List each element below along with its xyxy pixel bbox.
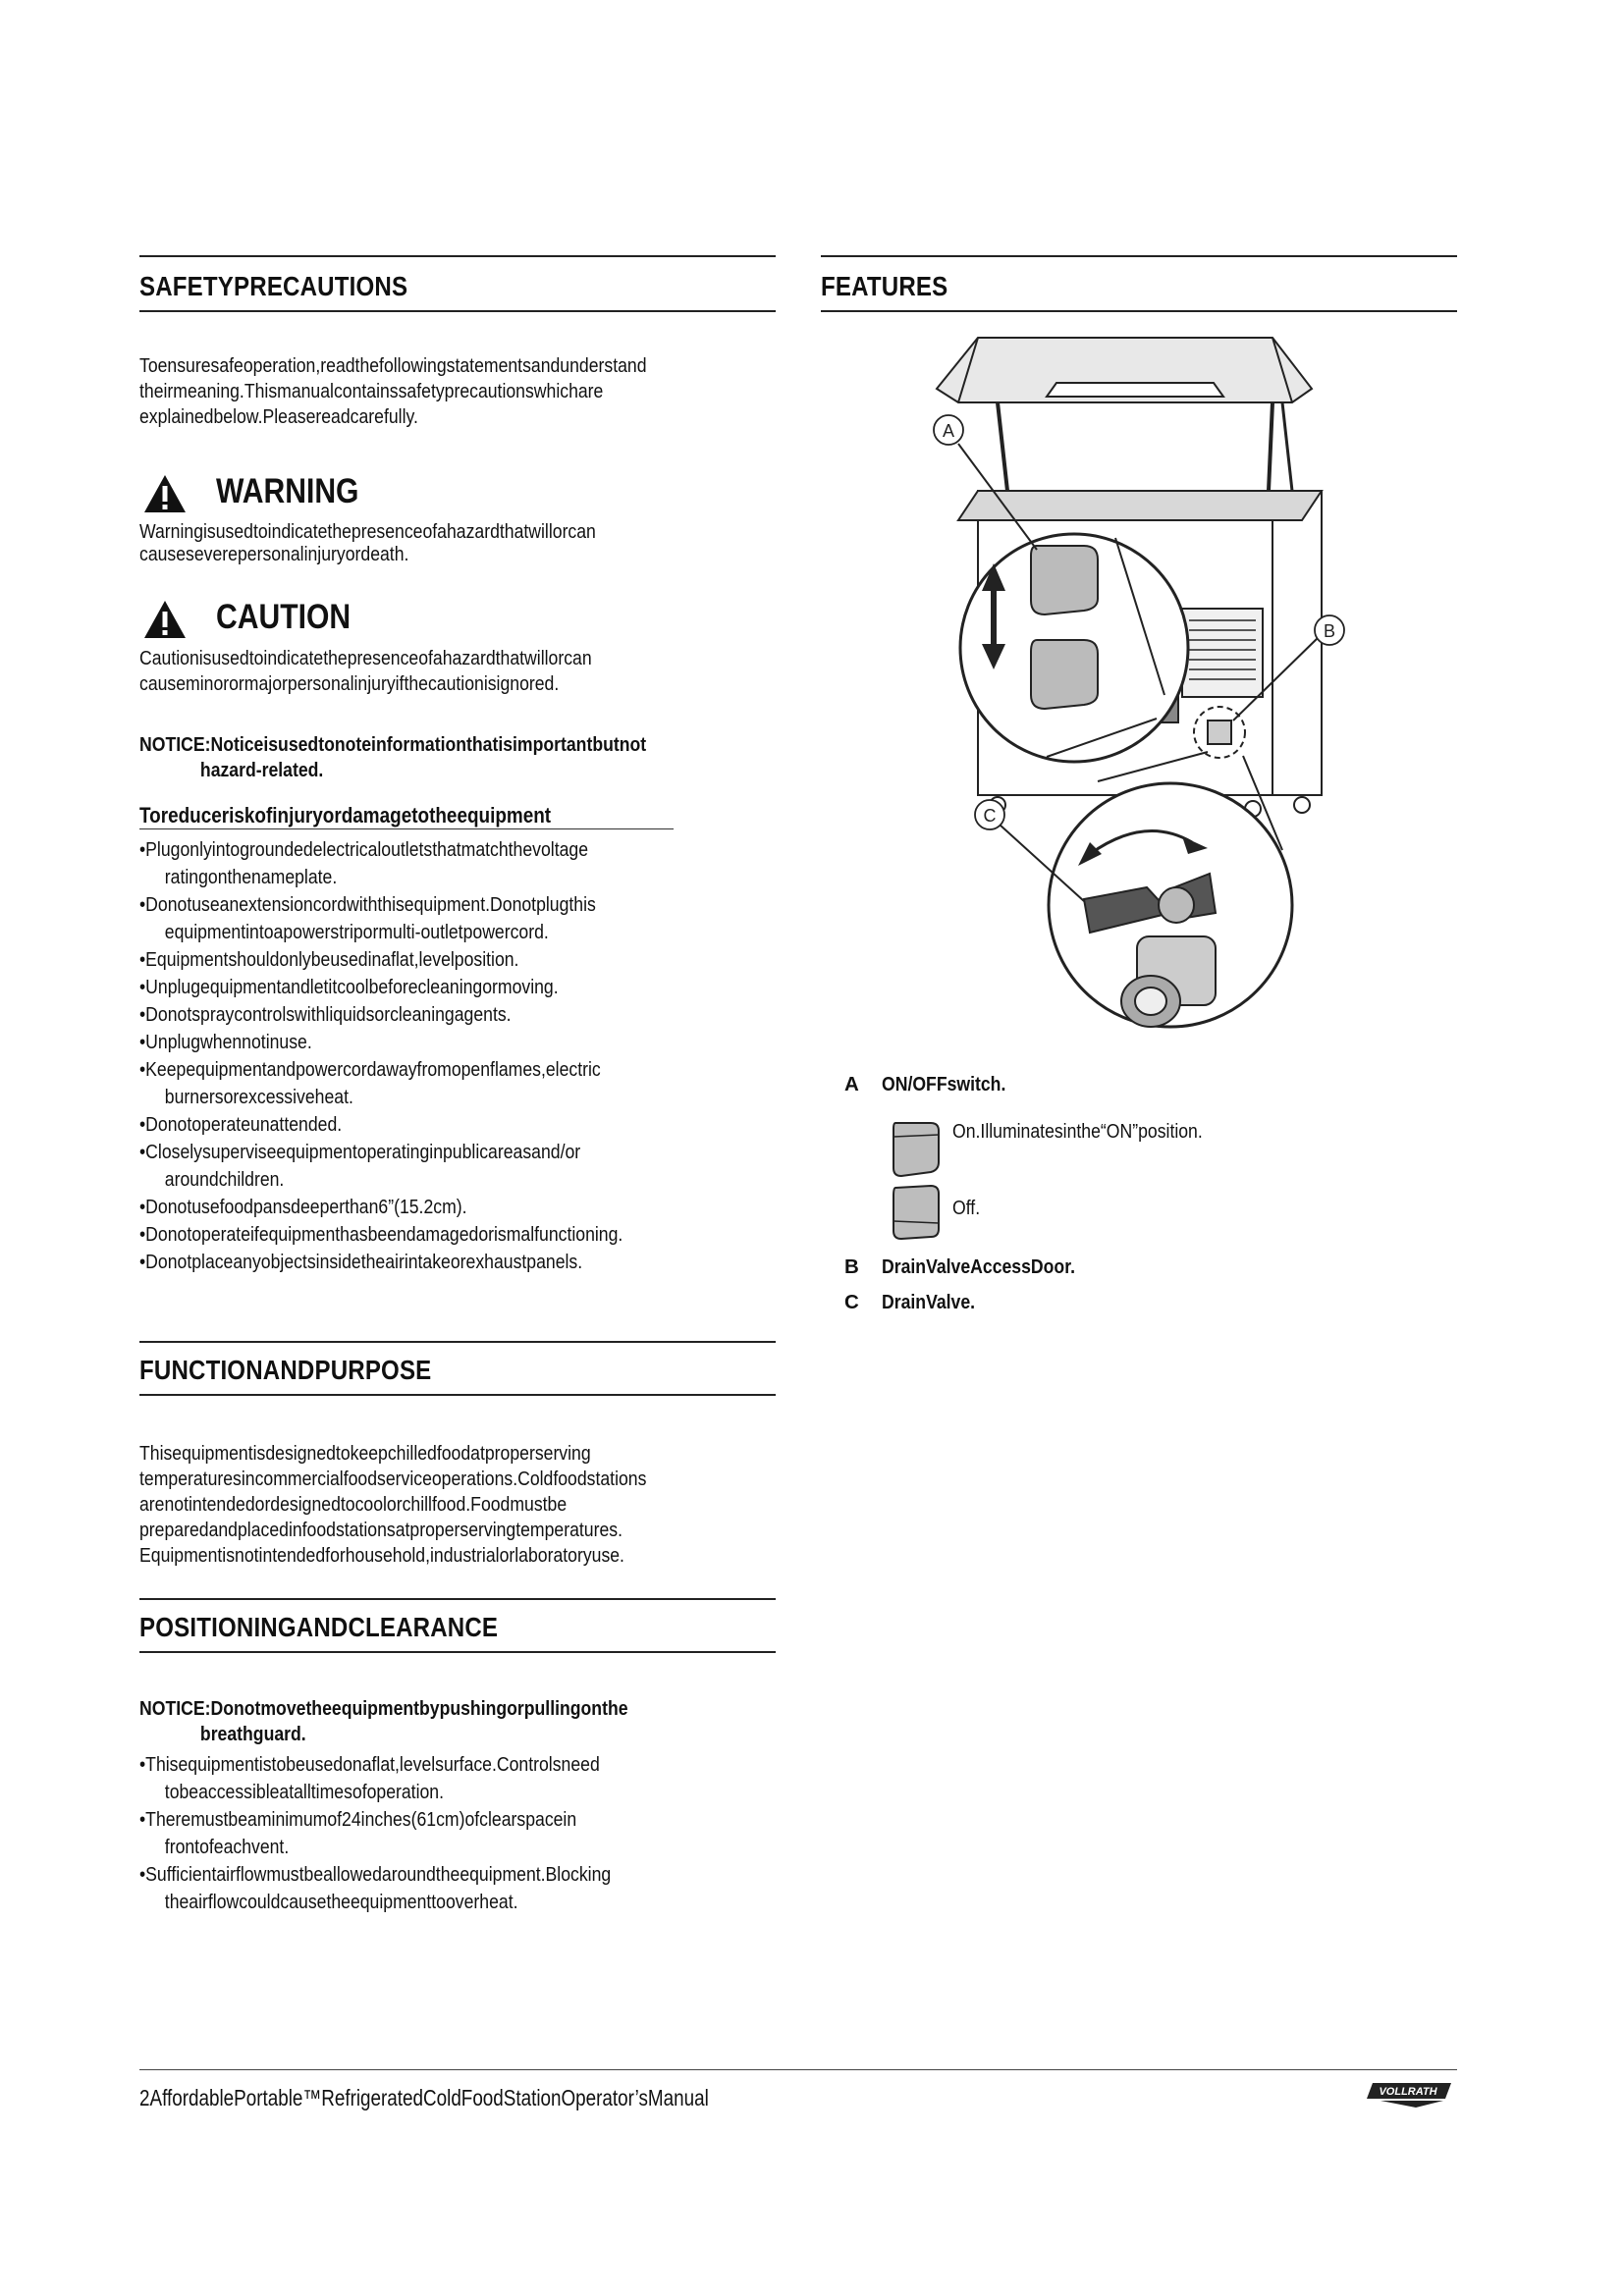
features-title: FEATURES — [821, 271, 948, 301]
caution-triangle-icon — [143, 600, 187, 639]
warning-text: Warningisusedtoindicatethepresenceofahazardthatwillorcan causeseverepersonalinjuryordeath. — [139, 520, 596, 565]
list-item: •Donotusefoodpansdeeperthan6”(15.2cm). — [139, 1196, 467, 1218]
list-item: •Keepequipmentandpowercordawayfromopenflames,electric burnersorexcessiveheat. — [139, 1058, 601, 1108]
list-item: •Donotoperateunattended. — [139, 1113, 343, 1136]
function-purpose-title: FUNCTIONANDPURPOSE — [139, 1355, 432, 1385]
positioning-bullet-list — [139, 1751, 687, 1916]
warning-triangle-icon — [143, 474, 187, 513]
list-item: •Closelysuperviseequipmentoperatinginpublicareasand/or aroundchildren. — [139, 1141, 581, 1191]
features-header — [821, 255, 1457, 312]
legend-text: DrainValve. — [882, 1291, 976, 1313]
switch-off-text: Off. — [952, 1197, 981, 1219]
warning-label: WARNING — [216, 472, 359, 510]
switch-on-text: On.Illuminatesinthe“ON”position. — [952, 1120, 1203, 1143]
legend-letter: C — [844, 1291, 859, 1313]
legend-text: DrainValveAccessDoor. — [882, 1255, 1075, 1278]
positioning-clearance-header — [139, 1598, 776, 1653]
safety-precautions-title: SAFETYPRECAUTIONS — [139, 271, 408, 301]
vollrath-logo — [1367, 2079, 1453, 2109]
list-item: •Donotuseanextensioncordwiththisequipment.Donotplugthis equipmentintoapowerstripormulti-outletpowercord. — [139, 893, 596, 943]
legend-letter: B — [844, 1255, 859, 1278]
cold-food-station-illustration — [880, 324, 1410, 1050]
feature-legend-b — [844, 1255, 1434, 1284]
feature-legend-c — [844, 1290, 1434, 1319]
legend-text: ON/OFFswitch. — [882, 1073, 1006, 1095]
list-item: •Donotoperateifequipmenthasbeendamagedorismalfunctioning. — [139, 1223, 623, 1246]
caution-heading — [143, 600, 536, 643]
safety-precautions-header — [139, 255, 776, 312]
legend-letter: A — [844, 1073, 859, 1095]
list-item: •Equipmentshouldonlybeusedinaflat,levelposition. — [139, 948, 519, 971]
list-item: •Plugonlyintogroundedelectricaloutletsthatmatchthevoltage ratingonthenameplate. — [139, 838, 589, 888]
callout-b: B — [1323, 621, 1336, 641]
caution-text: Cautionisusedtoindicatethepresenceofahazardthatwillorcan causeminorormajorpersonalinjuryifthecautionisignored. — [139, 647, 592, 695]
caution-label: CAUTION — [216, 598, 352, 636]
positioning-notice: NOTICE:Donotmovetheequipmentbypushingorpullingonthe breathguard. — [139, 1697, 628, 1745]
callout-c: C — [983, 806, 997, 826]
list-item: •Donotplaceanyobjectsinsidetheairintakeorexhaustpanels. — [139, 1251, 583, 1273]
function-purpose-text: Thisequipmentisdesignedtokeepchilledfoodatproperserving temperaturesincommercialfoodserviceoperations.Coldfoodstations arenotintendedordesignedtocoolorchillfood.Foodmustbe preparedandplacedinfoodstationsatproperservingtemperatures. Equipmentisnotintendedforhousehold,industrialorlaboratoryuse. — [139, 1442, 647, 1567]
footer-manual-title: 2AffordablePortable™RefrigeratedColdFoodStationOperator’sManual — [139, 2085, 709, 2110]
safety-notice: NOTICE:Noticeisusedtonoteinformationthatisimportantbutnot hazard-related. — [139, 733, 647, 781]
risk-heading-underline — [139, 828, 674, 829]
list-item: •Unplugwhennotinuse. — [139, 1031, 312, 1053]
safety-bullet-list — [139, 836, 701, 1276]
footer-divider — [139, 2069, 1457, 2070]
feature-legend-a — [844, 1072, 1434, 1101]
list-item: •Unplugequipmentandletitcoolbeforecleaningormoving. — [139, 976, 559, 998]
list-item: •Thisequipmentistobeusedonaflat,levelsurface.Controlsneed tobeaccessibleatalltimesofoperation. — [139, 1753, 600, 1803]
callout-a: A — [942, 421, 955, 441]
switch-off-icon — [890, 1182, 943, 1243]
warning-heading — [143, 474, 536, 517]
list-item: •Donotspraycontrolswithliquidsorcleaningagents. — [139, 1003, 512, 1026]
switch-on-icon — [890, 1119, 943, 1178]
list-item: •Sufficientairflowmustbeallowedaroundtheequipment.Blocking theairflowcouldcausetheequipmenttooverheat. — [139, 1863, 612, 1913]
list-item: •Theremustbeaminimumof24inches(61cm)ofclearspacein frontofeachvent. — [139, 1808, 577, 1858]
risk-heading: Toreduceriskofinjuryordamagetotheequipment — [139, 803, 552, 828]
function-purpose-header — [139, 1341, 776, 1396]
safety-intro: Toensuresafeoperation,readthefollowingstatementsandunderstand theirmeaning.Thismanualcontainssafetyprecautionswhichare explainedbelow.Pleasereadcarefully. — [139, 354, 647, 428]
svg-text:VOLLRATH: VOLLRATH — [1379, 2086, 1437, 2098]
positioning-clearance-title: POSITIONINGANDCLEARANCE — [139, 1612, 499, 1642]
